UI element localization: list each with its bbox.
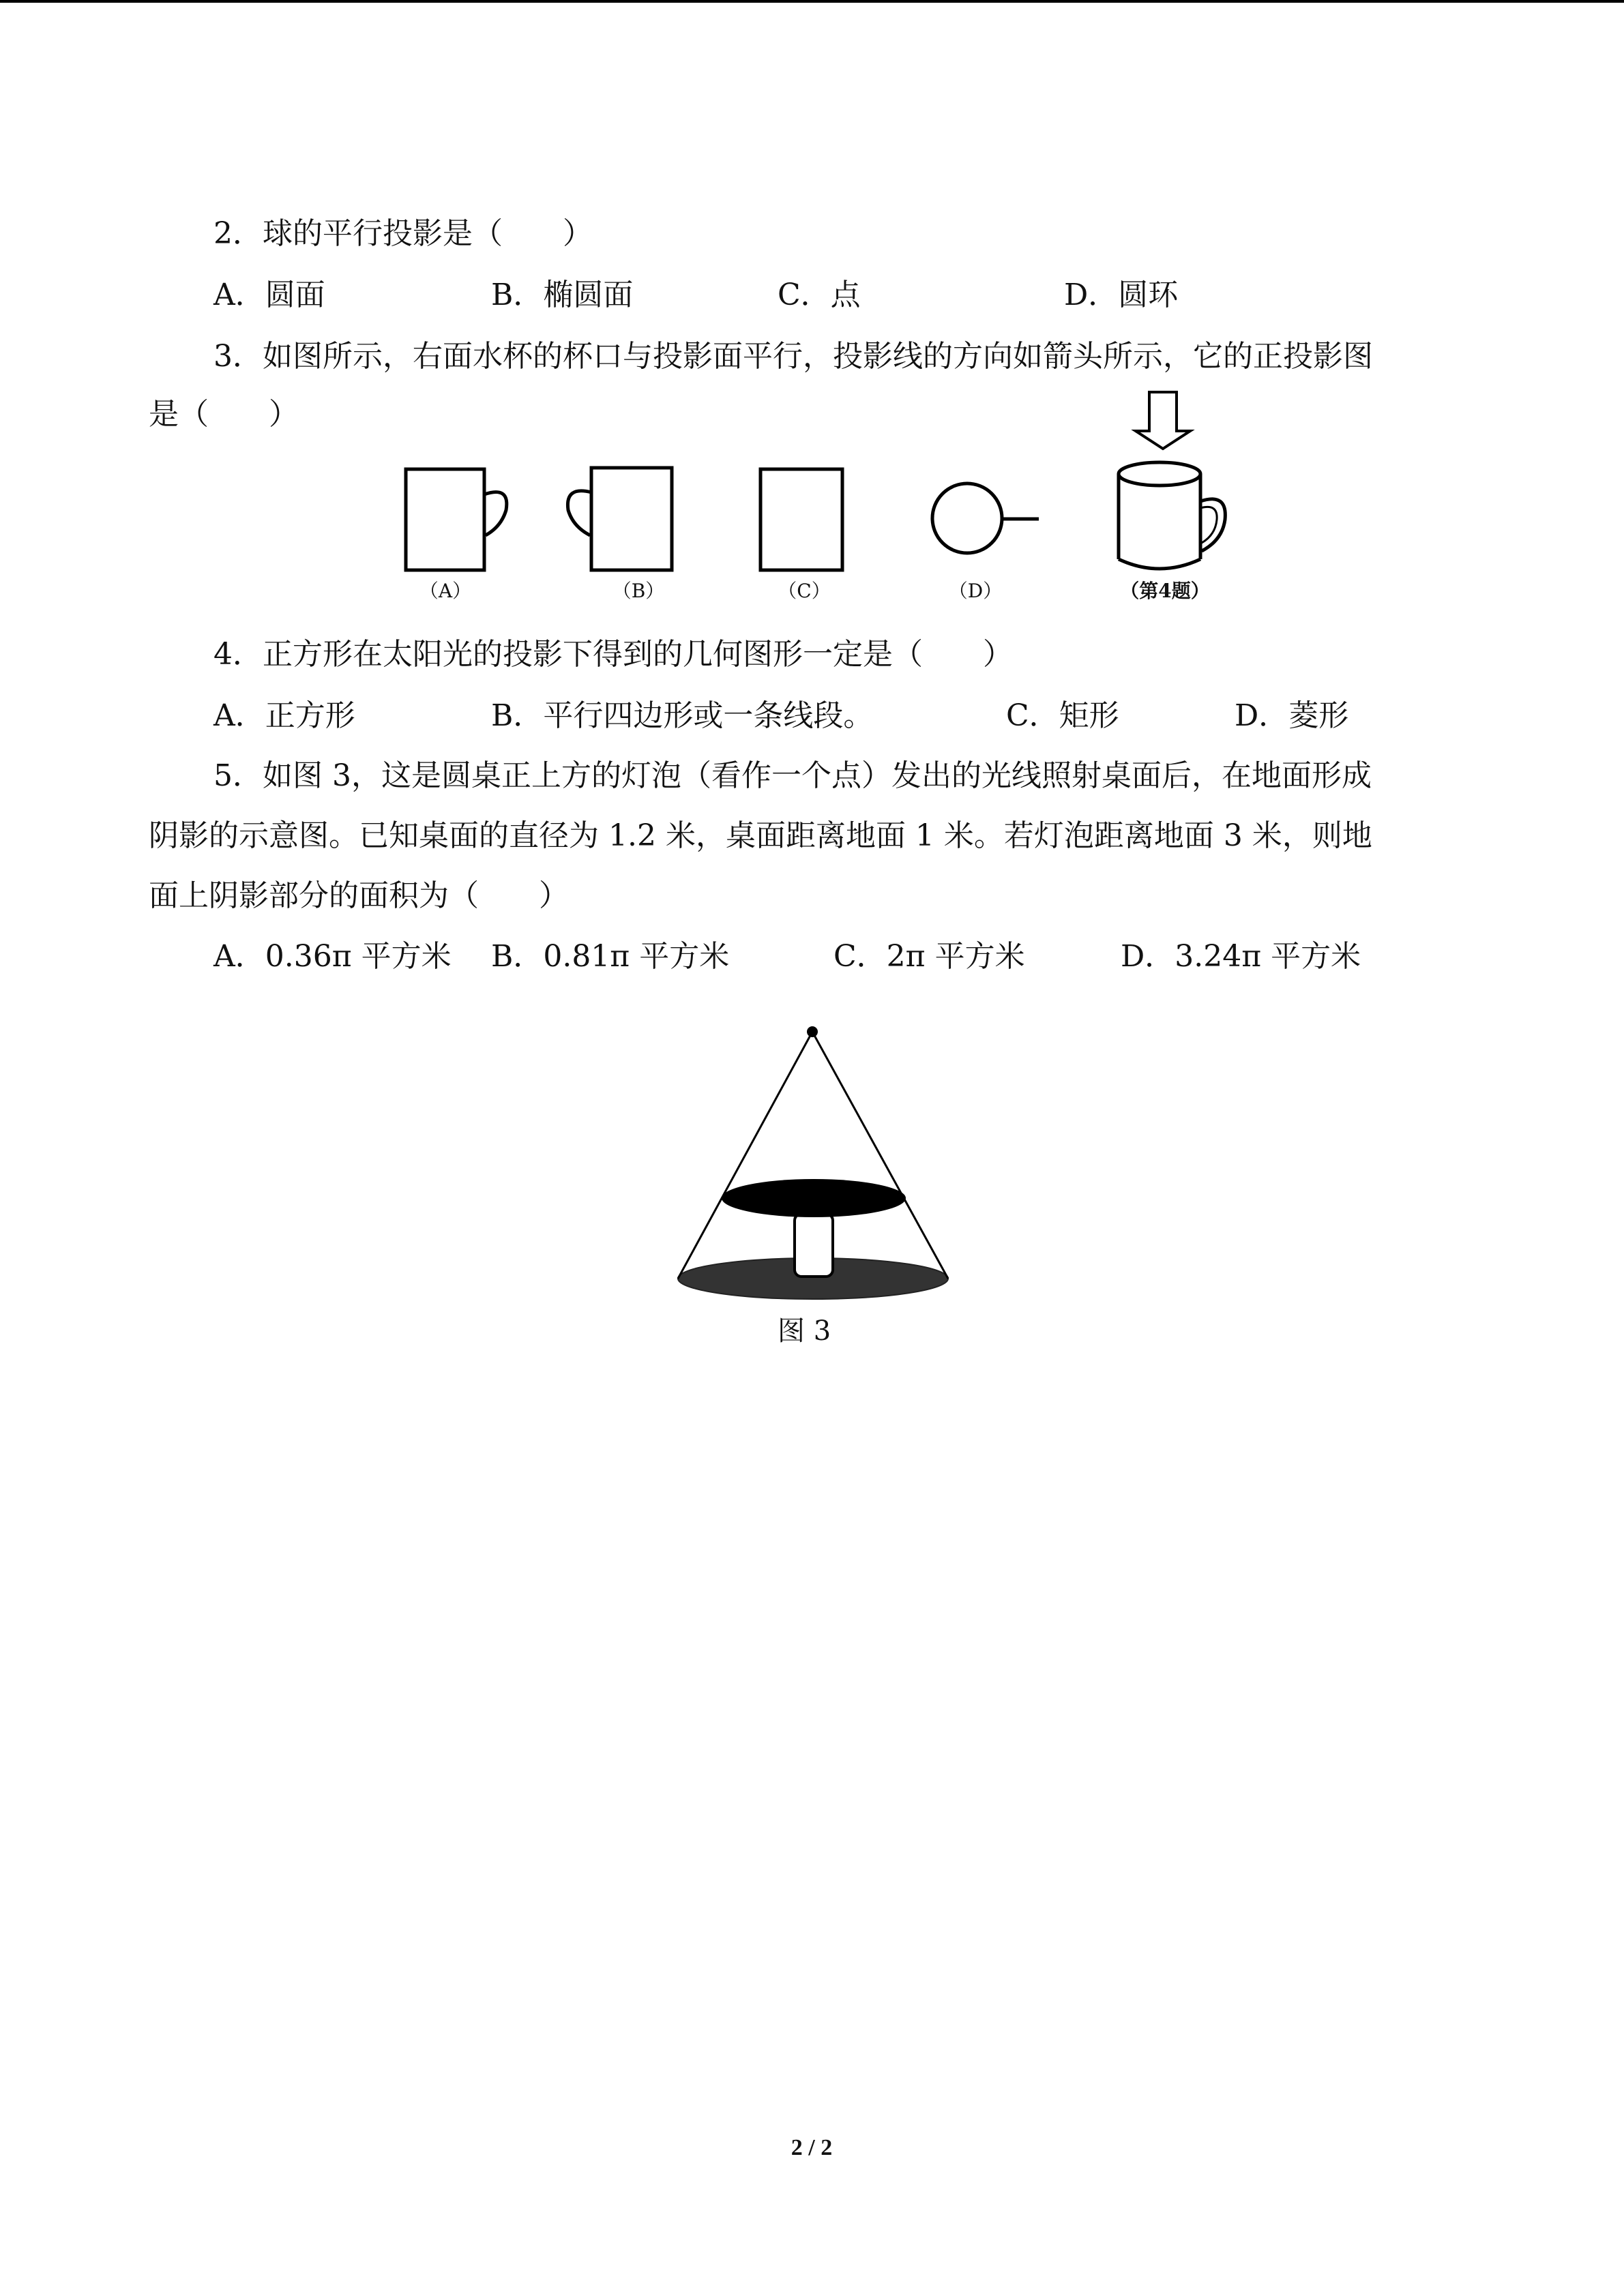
q2-option-d: D．圆环 [1064,278,1179,312]
table-top [722,1179,906,1217]
q5-stem-line1: 5．如图 3，这是圆桌正上方的灯泡（看作一个点）发出的光线照射桌面后，在地面形成 [213,758,1372,793]
q4-option-d: D．菱形 [1235,698,1349,733]
figure-label-b: （B） [612,580,665,602]
figure-label-a: （A） [419,580,472,602]
q5-stem-line3: 面上阴影部分的面积为（ ） [149,878,569,913]
q4-stem: 4．正方形在太阳光的投影下得到的几何图形一定是（ ） [213,637,1013,672]
figure-label-d: （D） [948,580,1003,602]
figure-3-caption: 图 3 [778,1315,831,1347]
q3-stem-line2: 是（ ） [149,397,299,432]
light-ray-left [678,1032,812,1279]
page-number: 2 / 2 [791,2135,833,2160]
q5-stem-line2: 阴影的示意图。已知桌面的直径为 1.2 米，桌面距离地面 1 米。若灯泡距离地面 3 米，则地 [149,818,1372,853]
q5-option-b: B．0.81π 平方米 [491,939,730,974]
q5-option-d: D．3.24π 平方米 [1121,939,1361,974]
q4-option-b: B．平行四边形或一条线段。 [491,698,874,733]
figure-label-c: （C） [778,580,831,602]
q2-option-a: A．圆面 [213,278,325,312]
table-leg [795,1214,833,1277]
q2-option-b: B．椭圆面 [491,278,634,312]
q5-option-c: C．2π 平方米 [833,939,1025,974]
q2-stem: 2．球的平行投影是（ ） [213,216,593,251]
q4-option-c: C．矩形 [1006,698,1119,733]
figure-label-mug: （第4题） [1120,580,1210,602]
q2-option-c: C．点 [778,278,861,312]
light-bulb-point [807,1026,818,1037]
q4-option-a: A．正方形 [213,698,355,733]
q3-stem-line1: 3．如图所示，右面水杯的杯口与投影面平行，投影线的方向如箭头所示，它的正投影图 [213,339,1373,374]
q5-option-a: A．0.36π 平方米 [213,939,452,974]
